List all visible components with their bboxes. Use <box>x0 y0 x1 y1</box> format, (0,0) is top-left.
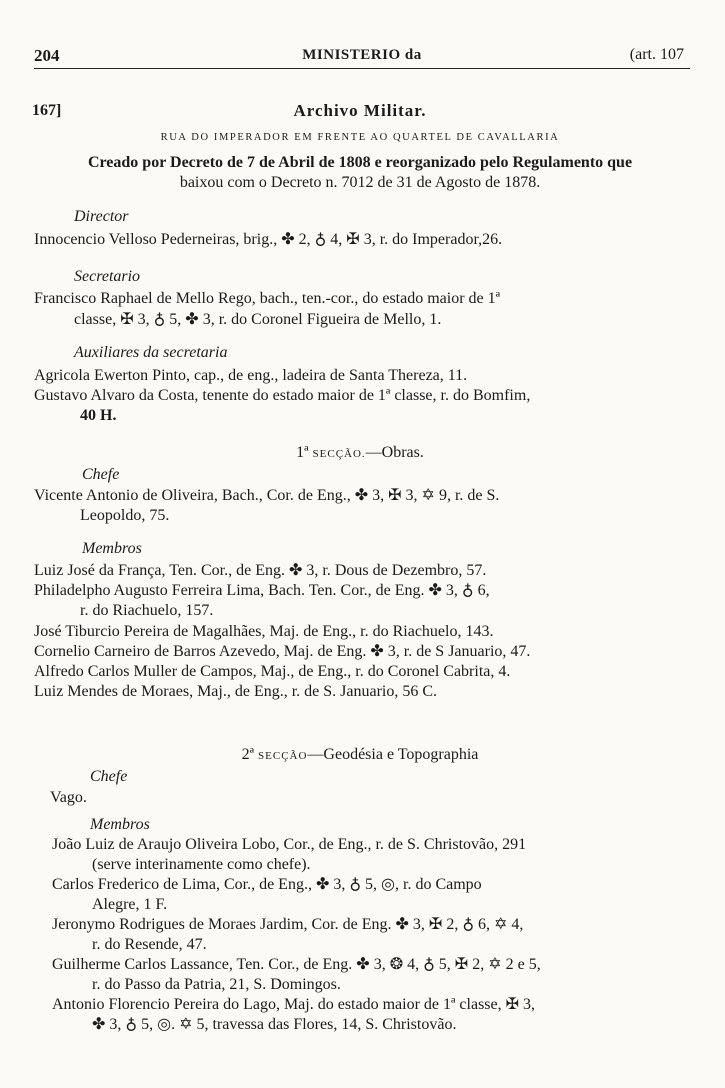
seccao-2-name: —Geodésia e Topographia <box>307 746 479 763</box>
membro-1-6: Luiz Mendes de Moraes, Maj., de Eng., r. de S. Januario, 56 C. <box>34 683 438 700</box>
section-title: Archivo Militar. <box>293 101 427 120</box>
membro-2-2-line-2: Alegre, 1 F. <box>92 896 168 913</box>
role-label-chefe-1: Chefe <box>82 466 120 483</box>
auxiliares-block <box>30 344 690 428</box>
creation-line-1: Creado por Decreto de 7 de Abril de 1808 e reorganizado pelo Regulamento que <box>87 154 633 171</box>
seccao-1-block <box>30 444 690 704</box>
membro-2-4-line-2: r. do Passo da Patria, 21, S. Domingos. <box>92 976 341 993</box>
seccao-1-number: 1ª <box>296 444 309 461</box>
running-title: MINISTERIO da <box>302 47 422 63</box>
seccao-2-number: 2ª <box>241 746 255 763</box>
membro-1-4: Cornelio Carneiro de Barros Azevedo, Maj. de Eng. ✤ 3, r. de S Januario, 47. <box>34 643 531 660</box>
membro-2-2-line-1: Carlos Frederico de Lima, Cor., de Eng., ✤ 3, ♁ 5, ◎, r. do Campo <box>52 876 482 893</box>
secretario-entry-line-2: classe, ✠ 3, ♁ 5, ✤ 3, r. do Coronel Figueira de Mello, 1. <box>74 311 442 328</box>
membro-1-1: Luiz José da França, Ten. Cor., de Eng. ✤ 3, r. Dous de Dezembro, 57. <box>34 562 487 579</box>
secretario-entry-line-1: Francisco Raphael de Mello Rego, bach., ten.-cor., do estado maior de 1ª <box>34 290 501 307</box>
article-reference: (art. 107 <box>629 46 684 63</box>
membro-2-4-line-1: Guilherme Carlos Lassance, Ten. Cor., de Eng. ✤ 3, ❂ 4, ♁ 5, ✠ 2, ✡ 2 e 5, <box>52 956 541 973</box>
auxiliar-entry-2-line-1: Gustavo Alvaro da Costa, tenente do estado maior de 1ª classe, r. do Bomfim, <box>34 387 531 404</box>
role-label-auxiliares: Auxiliares da secretaria <box>74 344 228 361</box>
membro-1-5: Alfredo Carlos Muller de Campos, Maj., de Eng., r. do Coronel Cabrita, 4. <box>34 663 511 680</box>
seccao-1-name: —Obras. <box>365 444 424 461</box>
membro-2-5-line-1: Antonio Florencio Pereira do Lago, Maj. do estado maior de 1ª classe, ✠ 3, <box>52 996 536 1013</box>
auxiliar-entry-1: Agricola Ewerton Pinto, cap., de eng., ladeira de Santa Thereza, 11. <box>34 367 468 384</box>
section-number: 167] <box>32 102 62 119</box>
membro-1-2-line-2: r. do Riachuelo, 157. <box>80 602 214 619</box>
seccao-1-word: SECÇÃO. <box>312 448 366 460</box>
page-number: 204 <box>34 46 60 65</box>
secretario-block <box>30 268 690 332</box>
membro-2-1-line-1: João Luiz de Araujo Oliveira Lobo, Cor., de Eng., r. de S. Christovão, 291 <box>52 836 527 853</box>
director-block <box>30 208 690 254</box>
membro-1-3: José Tiburcio Pereira de Magalhães, Maj. de Eng., r. do Riachuelo, 143. <box>34 623 494 640</box>
section-heading <box>30 0 690 200</box>
role-label-secretario: Secretario <box>74 268 141 285</box>
seccao-2-block <box>30 746 690 1046</box>
chefe-2-line-1: Vago. <box>50 789 87 806</box>
seccao-2-word: SECÇÃO <box>258 750 308 762</box>
director-entry: Innocencio Velloso Pederneiras, brig., ✤ 2, ♁ 4, ✠ 3, r. do Imperador,26. <box>34 231 503 248</box>
membro-2-3-line-1: Jeronymo Rodrigues de Moraes Jardim, Cor. de Eng. ✤ 3, ✠ 2, ♁ 6, ✡ 4, <box>52 916 524 933</box>
role-label-membros-2: Membros <box>90 816 150 833</box>
membro-2-3-line-2: r. do Resende, 47. <box>92 936 207 953</box>
chefe-1-line-1: Vicente Antonio de Oliveira, Bach., Cor. de Eng., ✤ 3, ✠ 3, ✡ 9, r. de S. <box>34 487 500 504</box>
chefe-1-line-2: Leopoldo, 75. <box>80 507 170 524</box>
section-address: RUA DO IMPERADOR EM FRENTE AO QUARTEL DE CAVALLARIA <box>160 132 560 143</box>
role-label-chefe-2: Chefe <box>90 768 128 785</box>
role-label-director: Director <box>74 208 129 225</box>
membro-2-1-line-2: (serve interinamente como chefe). <box>92 856 311 873</box>
creation-line-2: baixou com o Decreto n. 7012 de 31 de Agosto de 1878. <box>179 174 541 191</box>
seccao-1-title <box>30 444 690 462</box>
role-label-membros-1: Membros <box>82 540 142 557</box>
membro-1-2-line-1: Philadelpho Augusto Ferreira Lima, Bach. Ten. Cor., de Eng. ✤ 3, ♁ 6, <box>34 582 490 599</box>
membro-2-5-line-2: ✤ 3, ♁ 5, ◎. ✡ 5, travessa das Flores, 14, S. Christovão. <box>92 1016 457 1033</box>
seccao-2-title <box>30 746 690 764</box>
auxiliar-entry-2-line-2: 40 H. <box>80 407 117 424</box>
